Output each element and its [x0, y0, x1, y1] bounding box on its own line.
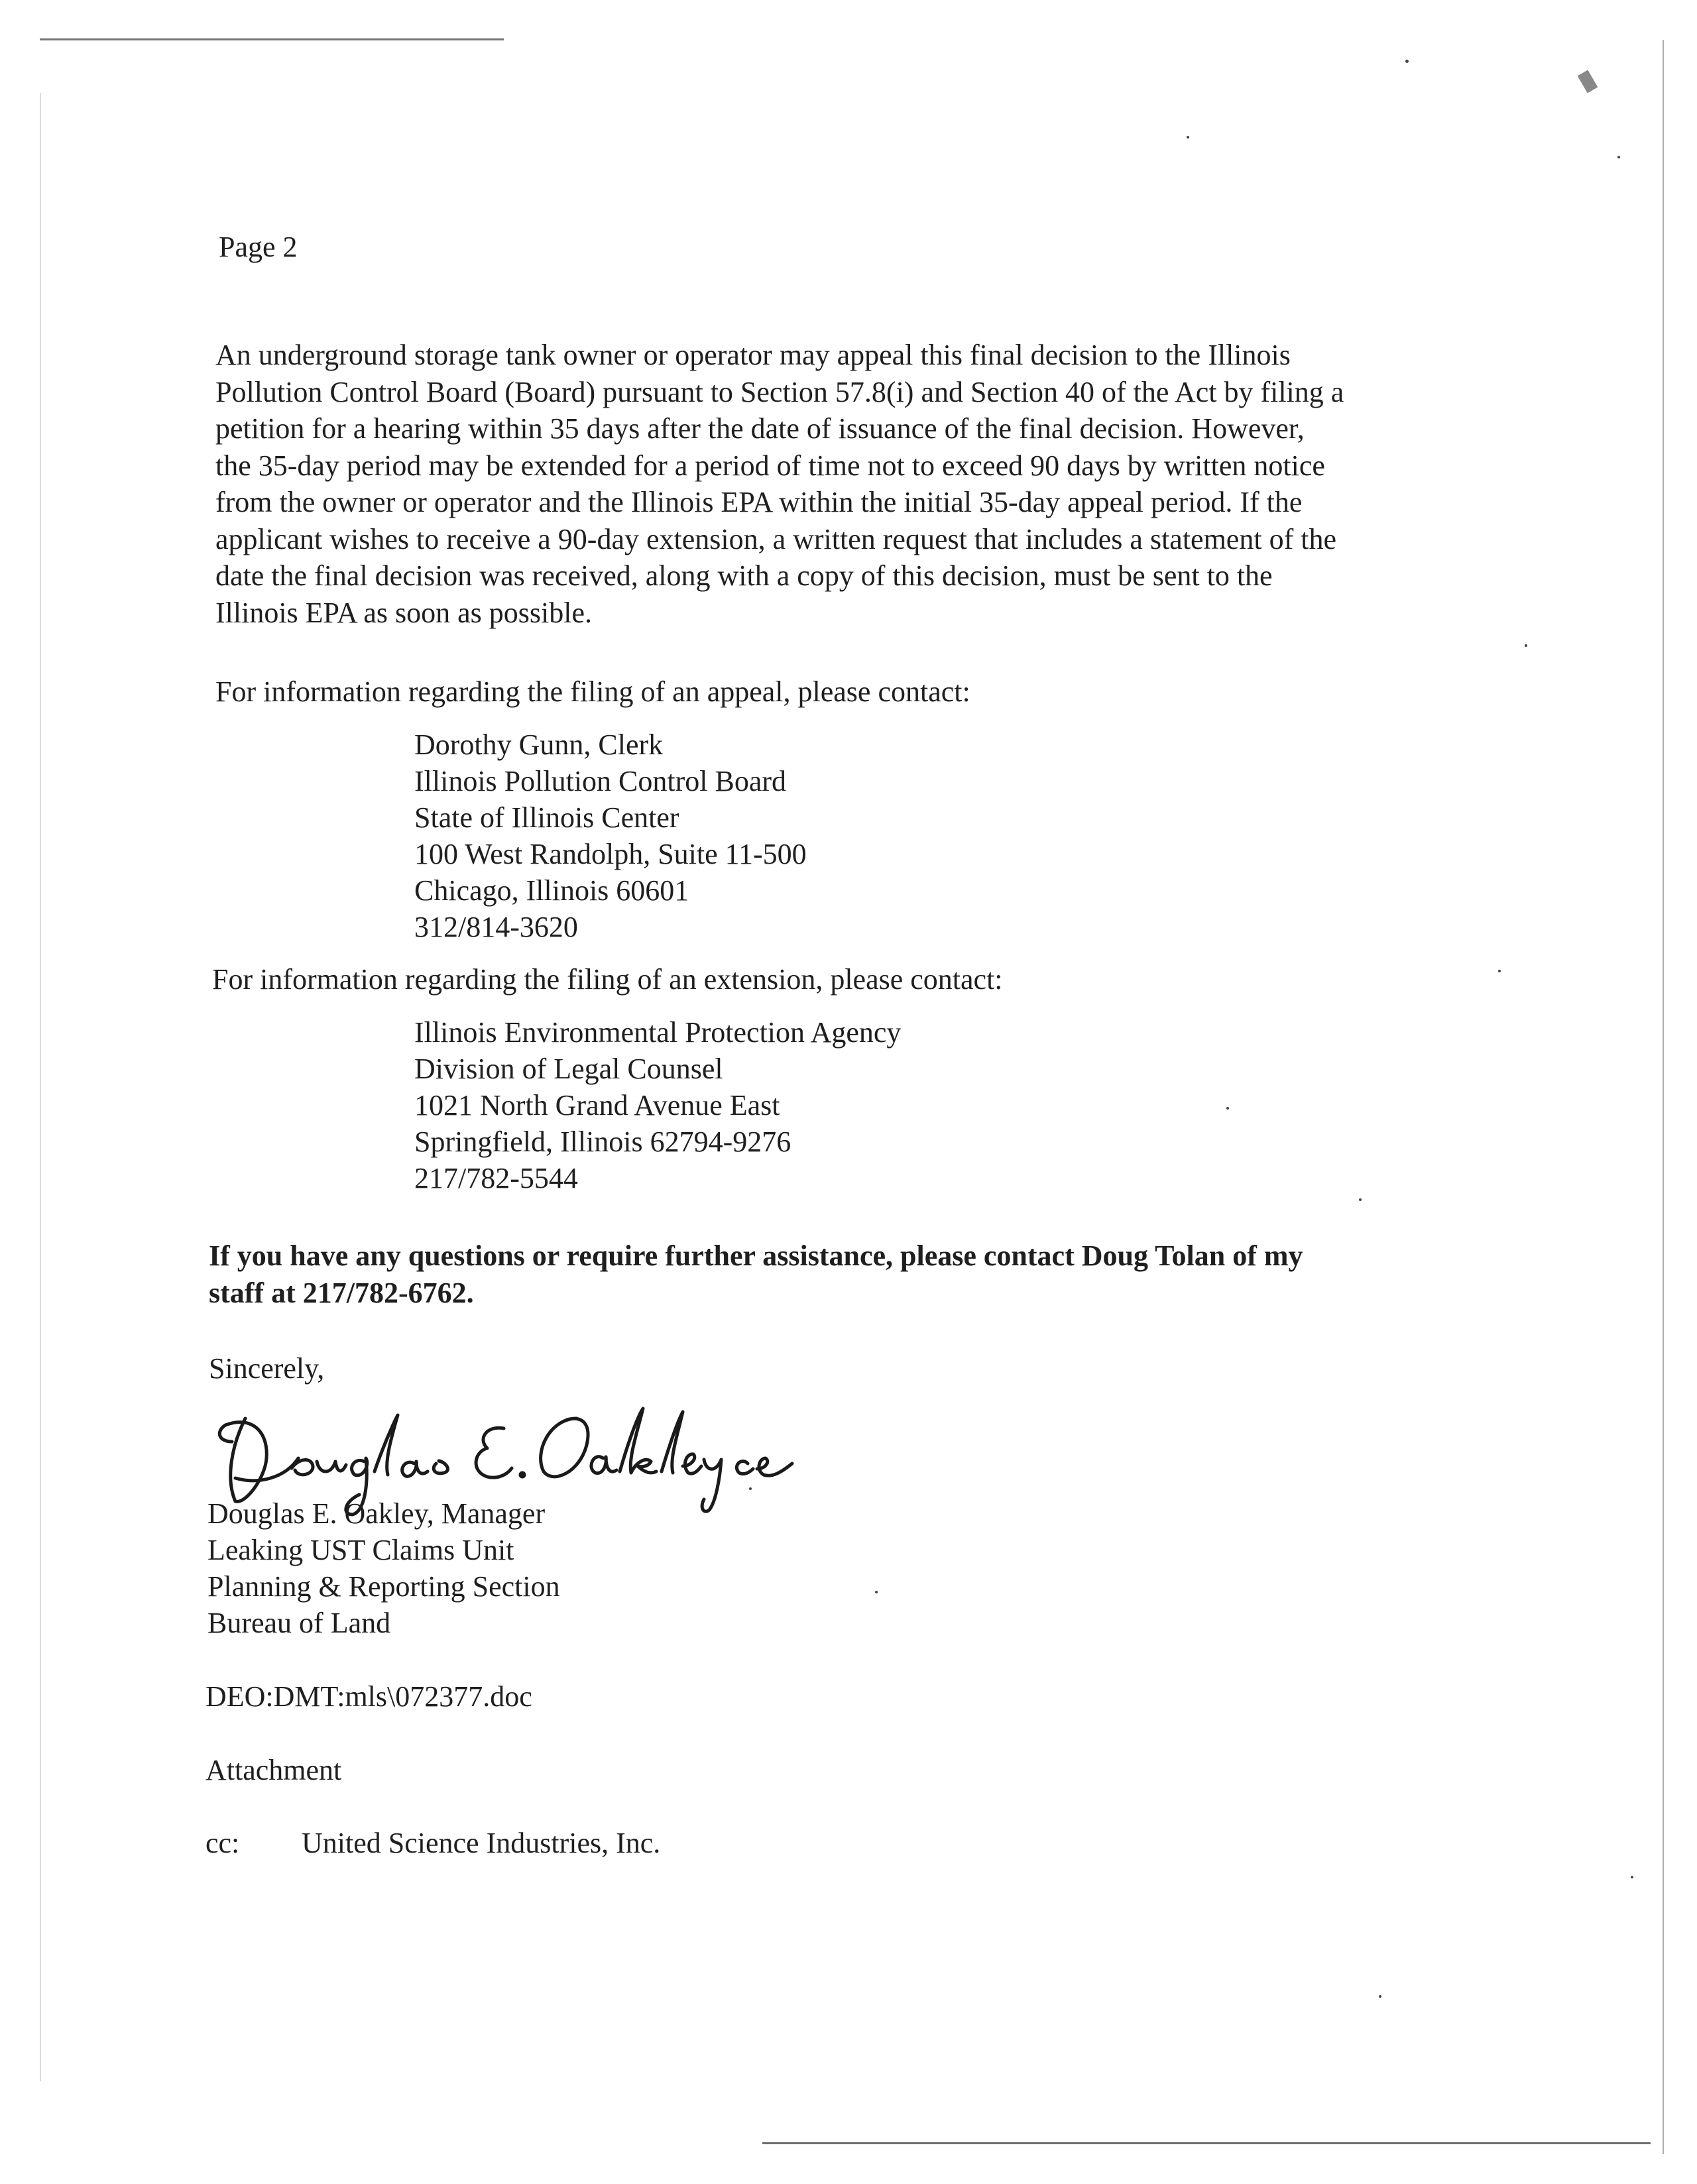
extension-contact-intro: For information regarding the filing of an extension, please contact: [212, 963, 1003, 996]
paragraph-line: the 35-day period may be extended for a period of time not to exceed 90 days by written notice [215, 449, 1325, 482]
scan-edge-left [40, 93, 41, 2081]
scan-edge-top [40, 38, 504, 40]
scan-speck [1226, 1107, 1229, 1110]
cc-label: cc: [205, 1827, 240, 1859]
cc-recipient: United Science Industries, Inc. [302, 1827, 661, 1859]
scan-speck [1631, 1876, 1633, 1878]
scan-speck [1617, 156, 1620, 158]
scan-speck [875, 1591, 878, 1593]
scan-edge-right [1663, 40, 1664, 2154]
extension-contact-address [414, 1014, 901, 1196]
address-line: State of Illinois Center [414, 801, 679, 834]
note-line: staff at 217/782-6762. [209, 1277, 474, 1309]
paragraph-line: Pollution Control Board (Board) pursuant to Section 57.8(i) and Section 40 of the Act by filing a [215, 375, 1344, 408]
paragraph-line: applicant wishes to receive a 90-day extension, a written request that includes a statement of the [215, 522, 1336, 555]
signer-line: Leaking UST Claims Unit [207, 1534, 514, 1566]
attachment-label: Attachment [205, 1754, 342, 1786]
appeal-contact-address [414, 726, 807, 945]
scan-speck [1525, 644, 1527, 647]
address-line: 312/814-3620 [414, 911, 578, 943]
address-line: Illinois Environmental Protection Agency [414, 1016, 902, 1049]
paragraph-line: date the final decision was received, along with a copy of this decision, must be sent to the [215, 559, 1273, 592]
paragraph-line: petition for a hearing within 35 days after the date of issuance of the final decision. However, [215, 412, 1305, 445]
address-line: 217/782-5544 [414, 1162, 578, 1194]
address-line: Dorothy Gunn, Clerk [414, 728, 664, 761]
signer-line: Bureau of Land [207, 1607, 391, 1639]
scan-speck [1359, 1198, 1362, 1201]
signer-line: Douglas E. Oakley, Manager [207, 1497, 546, 1530]
scan-edge-bottom [762, 2142, 1651, 2144]
address-line: Chicago, Illinois 60601 [414, 874, 689, 907]
address-line: 1021 North Grand Avenue East [414, 1089, 780, 1121]
staple-mark [1578, 70, 1598, 93]
page-number: Page 2 [219, 231, 298, 263]
scan-speck [1187, 136, 1189, 139]
appeal-paragraph [215, 337, 1344, 631]
address-line: Illinois Pollution Control Board [414, 765, 787, 797]
appeal-contact-intro: For information regarding the filing of an appeal, please contact: [215, 675, 970, 708]
signer-line: Planning & Reporting Section [207, 1570, 560, 1603]
note-line: If you have any questions or require further assistance, please contact Doug Tolan of my [209, 1239, 1303, 1272]
scan-speck [1498, 970, 1501, 972]
assistance-note [209, 1237, 1303, 1312]
paragraph-line: from the owner or operator and the Illinois EPA within the initial 35-day appeal period. If the [215, 486, 1303, 518]
scan-speck [1379, 1995, 1381, 1998]
scan-speck [1405, 60, 1409, 63]
paragraph-line: An underground storage tank owner or operator may appeal this final decision to the Illinois [215, 339, 1291, 371]
signer-block [207, 1495, 560, 1641]
document-reference: DEO:DMT:mls\072377.doc [205, 1680, 532, 1713]
address-line: Springfield, Illinois 62794-9276 [414, 1125, 791, 1158]
paragraph-line: Illinois EPA as soon as possible. [215, 596, 592, 629]
address-line: 100 West Randolph, Suite 11-500 [414, 838, 807, 870]
closing-salutation: Sincerely, [209, 1352, 325, 1385]
address-line: Division of Legal Counsel [414, 1053, 723, 1085]
